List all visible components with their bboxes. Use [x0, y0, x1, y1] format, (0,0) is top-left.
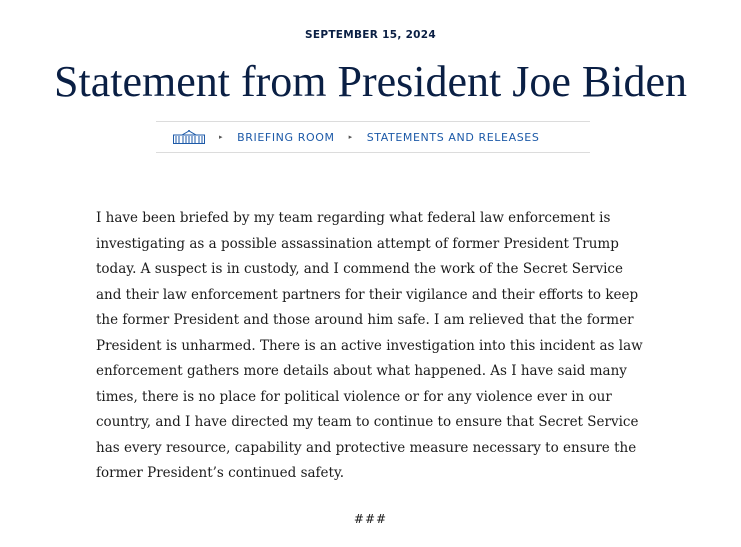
breadcrumb-separator-icon: ▸: [219, 133, 224, 141]
page-title: Statement from President Joe Biden: [54, 57, 687, 106]
breadcrumb-home-link[interactable]: [156, 130, 205, 144]
breadcrumb-briefing-room-link[interactable]: BRIEFING ROOM: [237, 130, 335, 144]
white-house-icon: [173, 130, 205, 144]
breadcrumb-statements-and-releases-link[interactable]: STATEMENTS AND RELEASES: [366, 130, 540, 144]
breadcrumb-separator-icon: ▸: [348, 133, 353, 141]
breadcrumb: [156, 121, 590, 153]
post-date: SEPTEMBER 15, 2024: [304, 29, 436, 41]
end-mark: ###: [353, 512, 388, 526]
statement-body: I have been briefed by my team regarding what federal law enforcement is investigating as a possible assassination attempt of former President Trump today. A suspect is in custody, and I commend the work of the Secret Service and their law enforcement partners for their vigilance and their efforts to keep the former President and those around him safe. I am relieved that the former President is unharmed. There is an active investigation into this incident as law enforcement gathers more details about what happened. As I have said many times, there is no place for political violence or for any violence ever in our country, and I have directed my team to continue to ensure that Secret Service has every resource, capability and protective measure necessary to ensure the former President’s continued safety.: [96, 210, 643, 481]
